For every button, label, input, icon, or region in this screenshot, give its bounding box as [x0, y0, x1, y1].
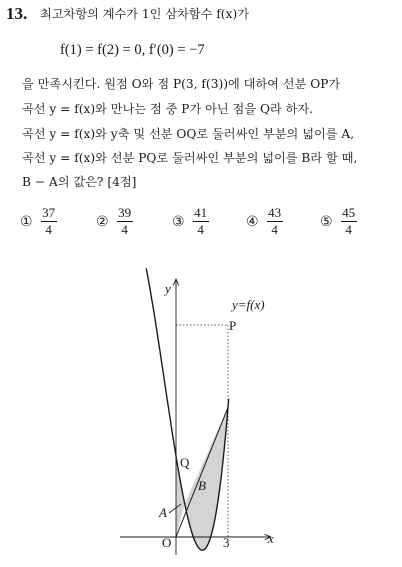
- choice-1-mark: ①: [20, 213, 33, 230]
- body-line-4: 곡선 y = f(x)와 선분 PQ로 둘러싸인 부분의 넓이를 B라 할 때,: [22, 151, 358, 165]
- question-stem: 최고차항의 계수가 1인 삼차함수 f(x)가: [40, 7, 249, 21]
- body-line-5: B − A의 값은? [4점]: [22, 175, 137, 189]
- body-line-1: 을 만족시킨다. 원점 O와 점 P(3, f(3))에 대하여 선분 OP가: [22, 77, 341, 91]
- choice-4-mark: ④: [246, 213, 259, 230]
- origin-label: O: [162, 535, 172, 550]
- region-b-label: B: [198, 478, 206, 493]
- x-tick-label: 3: [223, 535, 230, 550]
- question-condition: f(1) = f(2) = 0, f′(0) = −7: [60, 42, 205, 58]
- choice-3-numerator: 41: [194, 205, 208, 220]
- choice-1-denominator: 4: [45, 222, 52, 237]
- choice-5-mark: ⑤: [320, 213, 333, 230]
- y-axis-label: y: [165, 281, 171, 296]
- region-a-label: A: [159, 505, 167, 520]
- choice-2-mark: ②: [96, 213, 109, 230]
- choice-5-denominator: 4: [345, 222, 352, 237]
- choice-3-mark: ③: [172, 213, 185, 230]
- choice-3-denominator: 4: [197, 222, 204, 237]
- choice-2-denominator: 4: [121, 222, 128, 237]
- choice-5-numerator: 45: [342, 205, 356, 220]
- choice-4-denominator: 4: [271, 222, 278, 237]
- choice-2-numerator: 39: [118, 205, 132, 220]
- body-line-2: 곡선 y = f(x)와 만나는 점 중 P가 아닌 점을 Q라 하자.: [22, 102, 314, 116]
- choice-4-numerator: 43: [268, 205, 282, 220]
- body-line-3: 곡선 y = f(x)와 y축 및 선분 OQ로 둘러싸인 부분의 넓이를 A,: [22, 127, 355, 141]
- curve-label: y=f(x): [232, 297, 265, 312]
- point-q-label: Q: [180, 455, 190, 470]
- point-p-label: P: [229, 318, 237, 333]
- x-axis-label: x: [268, 531, 274, 546]
- question-number: 13.: [6, 4, 28, 23]
- choice-1-numerator: 37: [42, 205, 56, 220]
